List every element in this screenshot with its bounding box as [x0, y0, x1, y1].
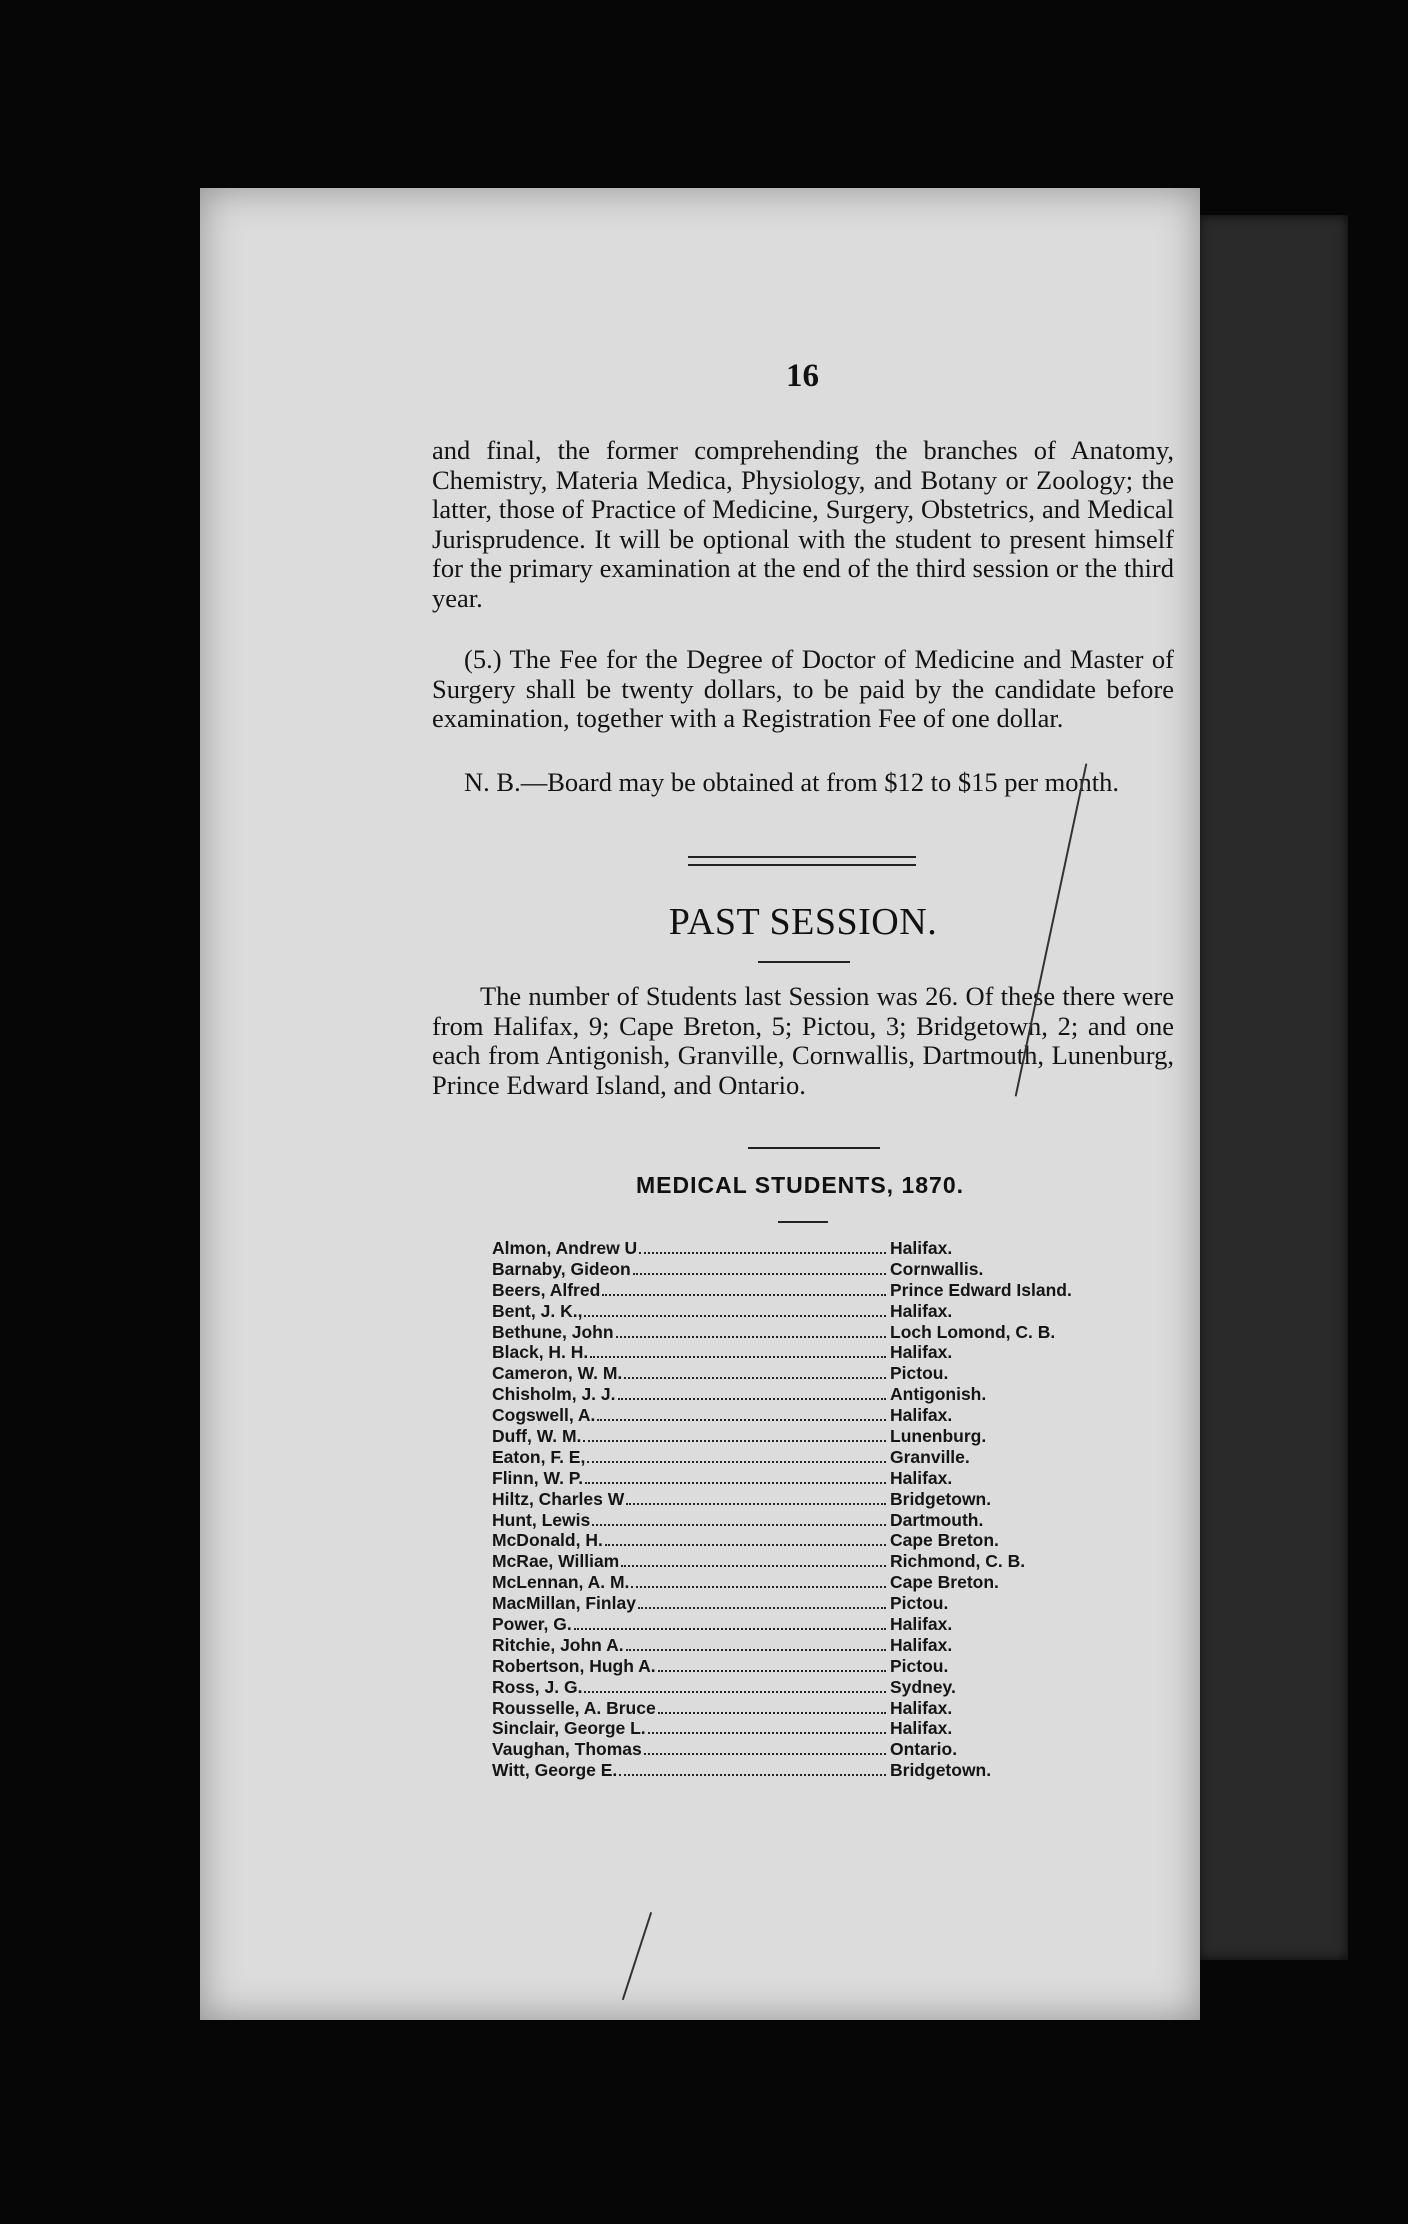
- students-list: [492, 1238, 1132, 1781]
- student-row: [492, 1489, 1132, 1510]
- student-name-leader: [492, 1342, 888, 1363]
- student-name-leader: [492, 1739, 888, 1760]
- dot-leader: [592, 1524, 886, 1526]
- student-place: Bridgetown.: [890, 1488, 992, 1509]
- student-row: [492, 1259, 1132, 1280]
- student-place: Dartmouth.: [890, 1509, 984, 1530]
- dot-leader: [644, 1753, 886, 1755]
- dot-leader: [587, 1461, 886, 1463]
- dot-leader: [626, 1503, 886, 1505]
- student-name: Almon, Andrew U: [492, 1238, 638, 1258]
- student-name-leader: [492, 1259, 888, 1280]
- student-name: Chisholm, J. J.: [492, 1384, 616, 1405]
- heading-underline: [758, 961, 850, 963]
- student-place: Prince Edward Island.: [890, 1279, 1072, 1300]
- student-name: Duff, W. M.: [492, 1426, 582, 1447]
- student-name: Ritchie, John A.: [492, 1634, 624, 1655]
- student-row: [492, 1635, 1132, 1656]
- student-name: Bethune, John: [492, 1321, 614, 1342]
- dot-leader: [648, 1732, 886, 1734]
- student-name-leader: [492, 1426, 888, 1447]
- student-name-leader: [492, 1280, 888, 1301]
- student-row: [492, 1280, 1132, 1301]
- student-place: Pictou.: [890, 1363, 949, 1384]
- student-place: Antigonish.: [890, 1384, 987, 1405]
- student-place: Pictou.: [890, 1655, 949, 1676]
- paragraph-degree-fee: (5.) The Fee for the Degree of Doctor of Medicine and Master of Surgery shall be twenty dollars, to be paid by the candidate before examination, together with a Registration Fee of one dollar.: [432, 644, 1174, 734]
- student-name-leader: [492, 1572, 888, 1593]
- dot-leader: [584, 1315, 886, 1317]
- student-row: [492, 1447, 1132, 1468]
- student-place: Halifax.: [890, 1697, 953, 1718]
- student-place: Halifax.: [890, 1718, 953, 1739]
- dot-leader: [631, 1586, 886, 1588]
- student-row: [492, 1739, 1132, 1760]
- dot-leader: [585, 1482, 886, 1484]
- student-place: Lunenburg.: [890, 1426, 987, 1447]
- student-name: Robertson, Hugh A.: [492, 1655, 656, 1676]
- paragraph-board-note: N. B.—Board may be obtained at from $12 to $15 per month.: [464, 767, 1120, 797]
- past-session-heading: PAST SESSION.: [668, 901, 938, 943]
- student-name: MacMillan, Finlay: [492, 1593, 636, 1614]
- dot-leader: [574, 1628, 886, 1630]
- student-place: Loch Lomond, C. B.: [890, 1321, 1056, 1342]
- student-name-leader: [492, 1551, 888, 1572]
- student-place: Sydney.: [890, 1676, 956, 1697]
- student-place: Cape Breton.: [890, 1572, 999, 1593]
- student-name: McRae, William: [492, 1551, 620, 1572]
- student-row: [492, 1405, 1132, 1426]
- dot-leader: [602, 1294, 886, 1296]
- student-place: Pictou.: [890, 1593, 949, 1614]
- student-name: Beers, Alfred: [492, 1279, 601, 1300]
- student-row: [492, 1363, 1132, 1384]
- student-name: Cogswell, A.: [492, 1405, 596, 1426]
- student-place: Halifax.: [890, 1342, 953, 1363]
- student-place: Cornwallis.: [890, 1258, 984, 1279]
- dot-leader: [597, 1419, 886, 1421]
- paragraph-exam-branches: and final, the former comprehending the branches of Anatomy, Chemistry, Materia Medica, Physiology, and Botany or Zoology; the latter, those of Practice of Medicine, Surgery, Obstetrics, and Medical Jurisprudence. It will be optional with the student to present himself for the primary examination at the end of the third session or the third year.: [432, 435, 1174, 613]
- dot-leader: [658, 1670, 886, 1672]
- dot-leader: [633, 1273, 886, 1275]
- student-name-leader: [492, 1760, 888, 1781]
- dot-leader: [616, 1336, 886, 1338]
- student-name: McDonald, H.: [492, 1530, 603, 1551]
- student-name-leader: [492, 1656, 888, 1677]
- student-name: Hunt, Lewis: [492, 1509, 591, 1530]
- student-name: Barnaby, Gideon: [492, 1258, 631, 1279]
- dot-leader: [658, 1712, 886, 1714]
- student-row: [492, 1510, 1132, 1531]
- student-place: Halifax.: [890, 1614, 953, 1635]
- student-place: Ontario.: [890, 1739, 958, 1760]
- student-name-leader: [492, 1489, 888, 1510]
- student-name: McLennan, A. M.: [492, 1572, 630, 1593]
- student-row: [492, 1698, 1132, 1719]
- student-name-leader: [492, 1677, 888, 1698]
- student-name: Rousselle, A. Bruce: [492, 1697, 656, 1718]
- student-row: [492, 1301, 1132, 1322]
- student-name: Black, H. H.: [492, 1342, 589, 1363]
- student-name: Power, G.: [492, 1614, 572, 1635]
- student-row: [492, 1614, 1132, 1635]
- dot-leader: [605, 1544, 886, 1546]
- dot-leader: [638, 1607, 886, 1609]
- student-name: Bent, J. K.,: [492, 1300, 583, 1321]
- student-place: Halifax.: [890, 1300, 953, 1321]
- student-row: [492, 1551, 1132, 1572]
- student-name: Hiltz, Charles W: [492, 1488, 625, 1509]
- page-number: 16: [786, 358, 819, 394]
- student-name-leader: [492, 1384, 888, 1405]
- student-row: [492, 1384, 1132, 1405]
- student-name: Ross, J. G.: [492, 1676, 583, 1697]
- students-heading-underline: [778, 1221, 828, 1223]
- student-row: [492, 1593, 1132, 1614]
- student-name-leader: [492, 1468, 888, 1489]
- student-place: Granville.: [890, 1446, 970, 1467]
- student-row: [492, 1426, 1132, 1447]
- student-row: [492, 1718, 1132, 1739]
- student-name: Flinn, W. P.: [492, 1467, 584, 1488]
- student-name: Eaton, F. E,: [492, 1446, 586, 1467]
- dot-leader: [618, 1398, 887, 1400]
- student-place: Halifax.: [890, 1634, 953, 1655]
- student-row: [492, 1322, 1132, 1343]
- dot-leader: [590, 1356, 886, 1358]
- student-name-leader: [492, 1635, 888, 1656]
- student-place: Halifax.: [890, 1467, 953, 1488]
- student-place: Halifax.: [890, 1405, 953, 1426]
- student-name-leader: [492, 1510, 888, 1531]
- book-cover-edge: [1198, 215, 1348, 1960]
- student-place: Halifax.: [890, 1238, 953, 1258]
- dot-leader: [639, 1252, 886, 1254]
- dot-leader: [583, 1440, 886, 1442]
- student-row: [492, 1760, 1132, 1781]
- past-session-text: The number of Students last Session was 26. Of these there were from Halifax, 9; Cape Breton, 5; Pictou, 3; Bridgetown, 2; and one each from Antigonish, Granville, Cornwallis, Dartmouth, Lunenburg, Prince Edward Island, and Ontario.: [432, 981, 1174, 1100]
- student-place: Richmond, C. B.: [890, 1551, 1026, 1572]
- student-name-leader: [492, 1405, 888, 1426]
- student-name-leader: [492, 1363, 888, 1384]
- student-name: Sinclair, George L.: [492, 1718, 646, 1739]
- dot-leader: [624, 1377, 886, 1379]
- student-row: [492, 1572, 1132, 1593]
- student-place: Bridgetown.: [890, 1760, 992, 1781]
- student-row: [492, 1238, 1132, 1259]
- students-heading: MEDICAL STUDENTS, 1870.: [635, 1172, 965, 1198]
- student-name: Cameron, W. M.: [492, 1363, 623, 1384]
- student-row: [492, 1677, 1132, 1698]
- student-row: [492, 1656, 1132, 1677]
- section-divider: [688, 856, 916, 866]
- student-name-leader: [492, 1447, 888, 1468]
- student-name-leader: [492, 1322, 888, 1343]
- student-place: Cape Breton.: [890, 1530, 999, 1551]
- student-row: [492, 1530, 1132, 1551]
- dot-leader: [626, 1649, 886, 1651]
- student-name-leader: [492, 1593, 888, 1614]
- dot-leader: [619, 1774, 886, 1776]
- dot-leader: [621, 1565, 886, 1567]
- section-divider-short: [748, 1147, 880, 1149]
- student-name-leader: [492, 1238, 888, 1259]
- student-name-leader: [492, 1301, 888, 1322]
- student-name: Witt, George E.: [492, 1760, 618, 1781]
- student-row: [492, 1468, 1132, 1489]
- student-name: Vaughan, Thomas: [492, 1739, 642, 1760]
- student-name-leader: [492, 1614, 888, 1635]
- student-name-leader: [492, 1698, 888, 1719]
- student-name-leader: [492, 1530, 888, 1551]
- student-name-leader: [492, 1718, 888, 1739]
- student-row: [492, 1342, 1132, 1363]
- dot-leader: [584, 1691, 886, 1693]
